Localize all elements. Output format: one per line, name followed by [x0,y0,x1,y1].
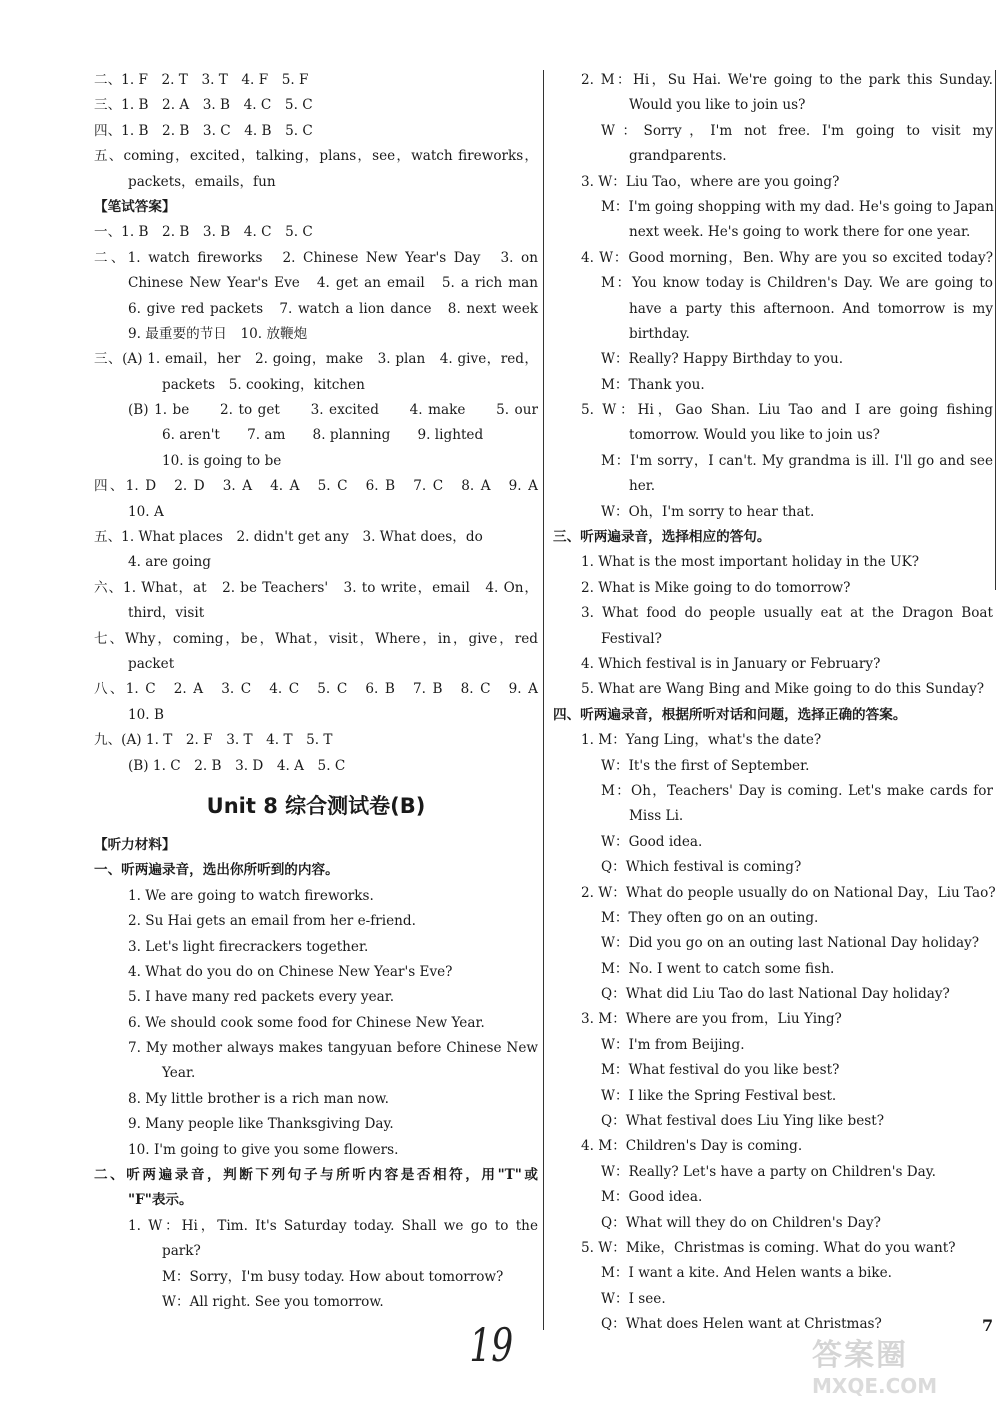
text-line: next week. He's going to work there for one year. [629,224,971,241]
text-line: Q：What will they do on Children's Day? [601,1214,881,1231]
text-line: 三、1. B 2. A 3. B 4. C 5. C [94,97,313,114]
text-line: 二、听两遍录音，判断下列句子与所听内容是否相符，用"T"或 [94,1167,538,1184]
text-line: M：They often go on an outing. [601,909,819,926]
text-line: 4. are going [128,554,211,571]
text-line: M：I want a kite. And Helen wants a bike. [601,1265,892,1282]
text-line: 1. What is the most important holiday in the UK? [581,554,920,571]
text-line: 一、1. B 2. B 3. B 4. C 5. C [94,224,313,241]
text-line: 【笔试答案】 [94,198,176,215]
text-line: (B) 1. be 2. to get 3. excited 4. make 5. our [128,402,538,419]
text-line: 6. aren't 7. am 8. planning 9. lighted [162,427,484,444]
unit-title: Unit 8 综合测试卷(B) [206,793,426,818]
text-line: Q：What does Helen want at Christmas? [601,1316,882,1333]
text-line: (B) 1. C 2. B 3. D 4. A 5. C [128,757,346,774]
text-line: 2. Su Hai gets an email from her e-friend. [128,913,416,930]
text-line: 5. W：Mike，Christmas is coming. What do you want? [581,1239,956,1256]
text-line: M：What festival do you like best? [601,1062,840,1079]
text-line: 10. is going to be [162,452,282,469]
text-line: 3. Let's light firecrackers together. [128,938,369,955]
text-line: packets 5. cooking，kitchen [162,376,365,393]
text-line: Q：What festival does Liu Ying like best? [601,1113,884,1130]
text-line: her. [629,478,656,495]
text-line: W：Good idea. [601,833,703,850]
watermark-logo-text: 答案圈 [812,1338,908,1373]
text-line: 八、1. C 2. A 3. C 4. C 5. C 6. B 7. B 8. C 9. A [94,681,538,698]
text-line: Q：Which festival is coming? [601,859,802,876]
text-line: M：Oh，Teachers' Day is coming. Let's make cards for [601,782,993,799]
text-line: 9. Many people like Thanksgiving Day. [128,1116,394,1133]
text-line: 二、1. F 2. T 3. T 4. F 5. F [94,72,309,88]
text-line: W：Really? Let's have a party on Children's Day. [601,1163,936,1180]
text-line: 2. M：Hi，Su Hai. We're going to the park this Sunday. [581,72,993,88]
text-line: W：It's the first of September. [601,757,810,774]
text-line: 2. What is Mike going to do tomorrow? [581,579,851,596]
text-line: M：You know today is Children's Day. We are going to [601,275,993,292]
right-margin-rule [995,70,996,590]
text-line: 1. M：Yang Ling，what's the date? [581,732,822,749]
text-line: W：All right. See you tomorrow. [162,1293,384,1310]
text-line: M：I'm going shopping with my dad. He's going to Japan [601,198,994,215]
page-number: 19 [469,1318,514,1372]
text-line: W：Did you go on an outing last National Day holiday? [601,935,980,952]
text-line: 一、听两遍录音，选出你所听到的内容。 [94,862,339,879]
text-line: 7. My mother always makes tangyuan before Chinese New [128,1040,538,1057]
text-line: 9. 最重要的节日 10. 放鞭炮 [128,325,308,342]
text-line: tomorrow. Would you like to join us? [629,427,880,444]
watermark [812,1330,992,1406]
text-line: 10. B [128,706,164,723]
text-line: third，visit [128,605,205,622]
text-line: Festival? [601,630,662,647]
text-line: 【听力材料】 [94,836,176,853]
text-line: 二、1. watch fireworks 2. Chinese New Year's Day 3. on [94,249,538,266]
text-line: 四、1. B 2. B 3. C 4. B 5. C [94,122,313,139]
text-line: Would you like to join us? [629,97,806,114]
text-line: M：Thank you. [601,376,705,393]
text-line: 4. M：Children's Day is coming. [581,1138,803,1155]
text-line: 1. We are going to watch fireworks. [128,887,374,904]
text-line: 2. W：What do people usually do on National Day，Liu Tao? [581,884,996,901]
text-line: 四、听两遍录音，根据所听对话和问题，选择正确的答案。 [553,706,907,723]
text-line: 五、coming，excited，talking，plans，see，watch fireworks， [94,148,538,165]
text-line: 5. I have many red packets every year. [128,989,395,1006]
text-line: have a party this afternoon. And tomorrow is my [629,300,993,317]
text-line: 6. We should cook some food for Chinese New Year. [128,1014,485,1031]
text-line: 三、(A) 1. email，her 2. going，make 3. plan 4. give，red， [94,351,538,368]
text-line: Year. [162,1065,196,1082]
text-line: W：I like the Spring Festival best. [601,1087,837,1104]
page-edge-mark: 7 [982,1316,994,1335]
text-line: 三、听两遍录音，选择相应的答句。 [553,529,771,546]
text-line: birthday. [629,325,690,342]
left-column [94,68,538,1315]
text-line: 3. W：Liu Tao，where are you going? [581,173,840,190]
text-line: 10. I'm going to give you some flowers. [128,1141,399,1158]
text-line: "F"表示。 [128,1192,193,1209]
text-line: 4. W：Good morning，Ben. Why are you so excited today? [581,249,993,266]
text-line: packet [128,655,175,672]
text-line: M：No. I went to catch some fish. [601,960,835,977]
right-column [553,68,996,1338]
text-line: W：Sorry，I'm not free. I'm going to visit my [601,122,993,139]
text-line: W：I see. [601,1290,666,1307]
text-line: 8. My little brother is a rich man now. [128,1090,389,1107]
text-line: 6. give red packets 7. watch a lion dance 8. next week [128,300,538,317]
text-line: 5. W：Hi，Gao Shan. Liu Tao and I are going fishing [581,402,993,419]
text-line: M：I'm sorry，I can't. My grandma is ill. I'll go and see [601,452,993,469]
text-line: 1. W：Hi，Tim. It's Saturday today. Shall we go to the [128,1217,538,1234]
text-line: W：Oh，I'm sorry to hear that. [601,503,815,520]
text-line: W：Really? Happy Birthday to you. [601,351,844,368]
text-line: W：I'm from Beijing. [601,1036,745,1053]
text-line: 4. What do you do on Chinese New Year's Eve? [128,963,453,980]
text-line: 4. Which festival is in January or February? [581,655,881,672]
text-line: packets，emails，fun [128,173,276,190]
text-line: Q：What did Liu Tao do last National Day holiday? [601,986,950,1003]
watermark-url: MXQE.COM [812,1374,938,1398]
text-line: Miss Li. [629,808,684,825]
text-line: 10. A [128,503,164,520]
text-line: grandparents. [629,148,727,165]
text-line: M：Good idea. [601,1189,703,1206]
text-line: 六、1. What，at 2. be Teachers' 3. to write，email 4. On， [94,579,538,596]
text-line: 五、1. What places 2. didn't get any 3. What does，do [94,529,483,546]
text-line: 七、Why，coming，be，What，visit，Where，in，give，red [94,630,538,647]
text-line: 四、1. D 2. D 3. A 4. A 5. C 6. B 7. C 8. A 9. A [94,478,538,495]
text-line: 5. What are Wang Bing and Mike going to do this Sunday? [581,681,985,698]
column-divider [543,70,544,1330]
text-line: Chinese New Year's Eve 4. get an email 5. a rich man [128,275,538,292]
text-line: M：Sorry，I'm busy today. How about tomorrow? [162,1268,504,1285]
text-line: 3. M：Where are you from，Liu Ying? [581,1011,842,1028]
text-line: 3. What food do people usually eat at the Dragon Boat [581,605,993,622]
text-line: park? [162,1243,201,1260]
text-line: 九、(A) 1. T 2. F 3. T 4. T 5. T [94,732,333,749]
